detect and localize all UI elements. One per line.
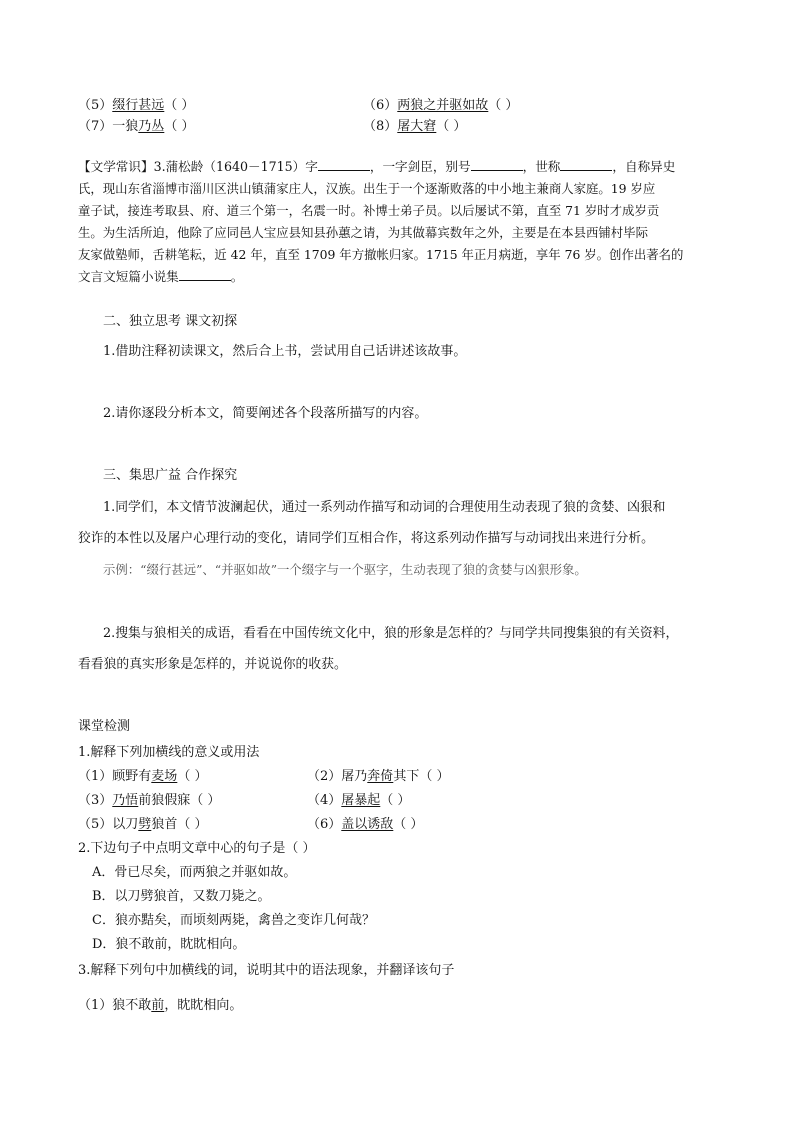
fill-blank[interactable] <box>471 158 523 171</box>
question: 狡诈的本性以及屠户心理行动的变化，请同学们互相合作，将这系列动作描写与动词找出来进行分析。 <box>78 531 654 546</box>
literary-knowledge-line: 童子试，接连考取县、府、道三个第一，名震一时。补博士弟子员。以后屡试不第，直至 71 岁时才成岁贡 <box>78 203 660 218</box>
choice-option: C．狼亦黠矣，而顷刻两毙，禽兽之变诈几何哉？ <box>92 913 375 928</box>
section-heading: 二、独立思考 课文初探 <box>103 314 238 329</box>
question: 3.解释下列句中加横线的词，说明其中的语法现象，并翻译该句子 <box>78 963 455 978</box>
vocab-item: （4）屠暴起（ ） <box>307 793 411 808</box>
vocab-item: （5）以刀劈狼首（ ） <box>78 817 208 832</box>
question: 1.同学们，本文情节波澜起伏，通过一系列动作描写和动词的合理使用生动表现了狼的贪婪、凶狠和 <box>103 500 666 515</box>
question: 1.解释下列加横线的意义或用法 <box>78 745 260 760</box>
literary-knowledge-line: 友家做塾师，舌耕笔耘，近 42 年，直至 1709 年方撤帐归家。1715 年正月病逝，享年 76 岁。创作出著名的 <box>78 247 684 262</box>
vocab-item: （1）顾野有麦场（ ） <box>78 769 208 784</box>
choice-option: A．骨已尽矣，而两狼之并驱如故。 <box>92 865 297 880</box>
literary-knowledge-line: 文言文短篇小说集 。 <box>78 269 244 284</box>
fill-blank[interactable] <box>560 158 612 171</box>
literary-knowledge-line: 氏，现山东省淄博市淄川区洪山镇蒲家庄人，汉族。出生于一个逐渐败落的中小地主兼商人家庭。19 岁应 <box>78 181 656 196</box>
vocab-item: （8）屠大窘（ ） <box>363 119 467 134</box>
vocab-item: （1）狼不敢前，眈眈相向。 <box>78 998 243 1013</box>
literary-knowledge-line: 生。为生活所迫，他除了应同邑人宝应县知县孙蕙之请，为其做幕宾数年之外，主要是在本县西铺村毕际 <box>78 225 648 240</box>
question: 2.搜集与狼相关的成语，看看在中国传统文化中，狼的形象是怎样的？与同学共同搜集狼的有关资料， <box>103 626 679 641</box>
vocab-item: （3）乃悟前狼假寐（ ） <box>78 793 221 808</box>
question: 2.下边句子中点明文章中心的句子是（ ） <box>78 841 316 856</box>
choice-option: B．以刀劈狼首，又数刀毙之。 <box>92 889 271 904</box>
vocab-item: （5）缀行甚远（ ） <box>78 98 195 113</box>
question: 看看狼的真实形象是怎样的，并说说你的收获。 <box>78 657 347 672</box>
vocab-item: （6）盖以诱敌（ ） <box>307 817 424 832</box>
fill-blank[interactable] <box>179 268 231 281</box>
section-heading: 课堂检测 <box>78 719 131 734</box>
vocab-item: （2）屠乃奔倚其下（ ） <box>307 769 450 784</box>
literary-knowledge-label: 【文学常识】 <box>78 159 154 174</box>
literary-knowledge-line: 【文学常识】3.蒲松龄（1640－1715）字 ，一字剑臣，别号 ，世称 ，自称异史 <box>78 159 676 174</box>
section-heading: 三、集思广益 合作探究 <box>103 468 238 483</box>
vocab-item: （6）两狼之并驱如故（ ） <box>363 98 519 113</box>
question: 2.请你逐段分析本文，简要阐述各个段落所描写的内容。 <box>103 406 428 421</box>
fill-blank[interactable] <box>318 158 370 171</box>
choice-option: D．狼不敢前，眈眈相向。 <box>92 937 246 952</box>
question: 1.借助注释初读课文，然后合上书，尝试用自己话讲述该故事。 <box>103 344 467 359</box>
example-text: 示例：“缀行甚远”、“并驱如故”一个缀字与一个驱字，生动表现了狼的贪婪与凶狠形象。 <box>103 562 587 577</box>
vocab-item: （7）一狼乃丛（ ） <box>78 119 195 134</box>
